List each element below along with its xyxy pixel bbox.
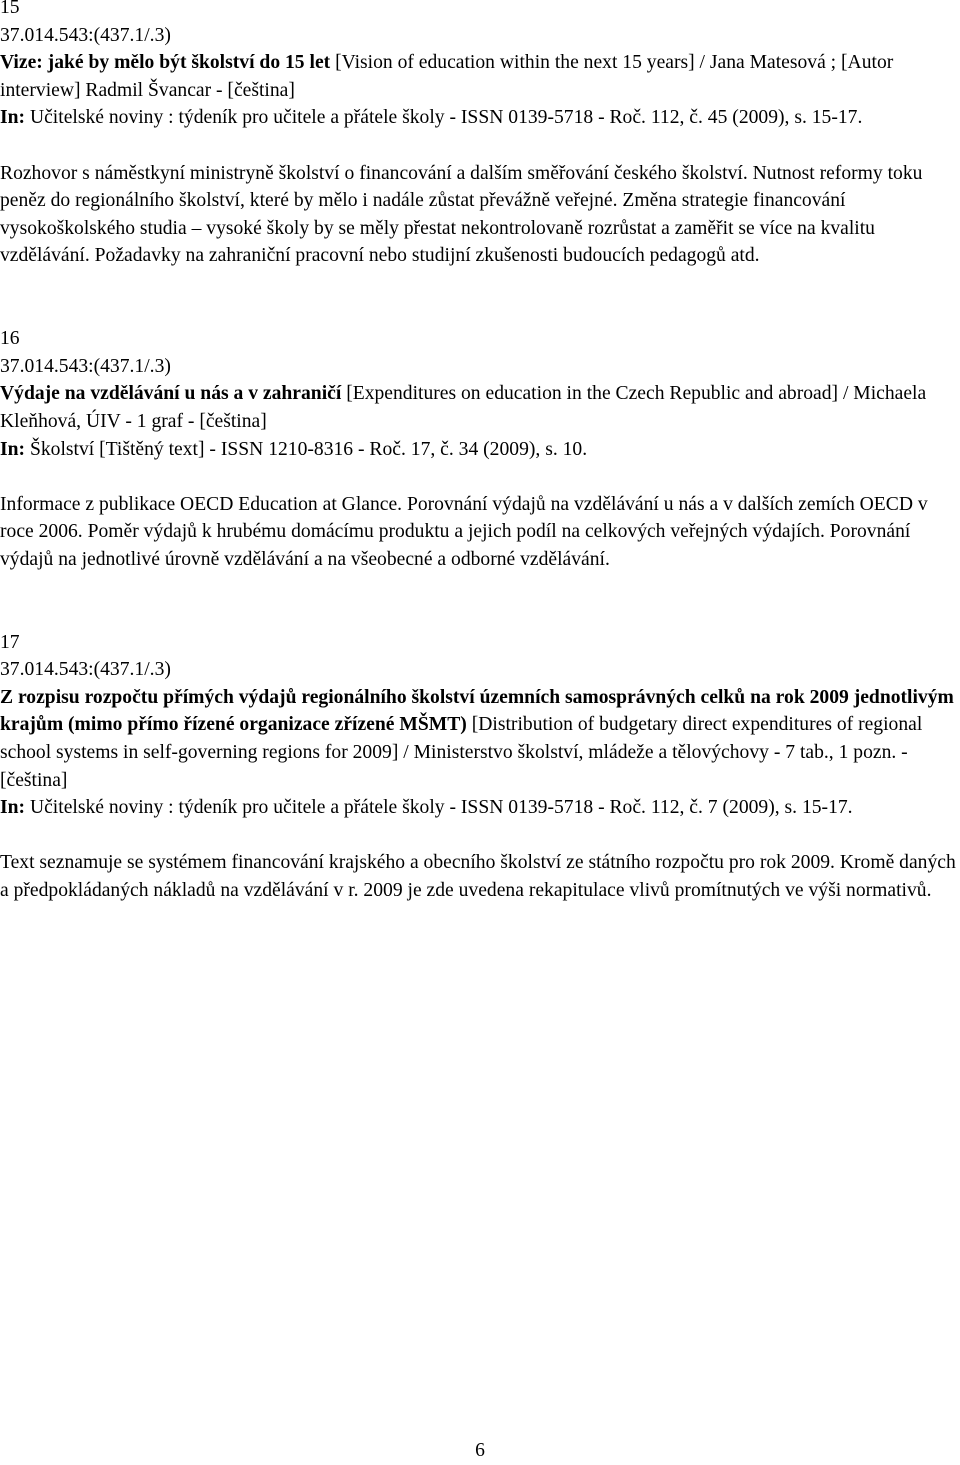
entry-classification-code: 37.014.543:(437.1/.3): [0, 659, 171, 681]
entry-classification-code: 37.014.543:(437.1/.3): [0, 355, 171, 377]
entry-source: Učitelské noviny : týdeník pro učitele a přátele školy - ISSN 0139-5718 - Roč. 112, č. 7 (2009), s. 15-17.: [25, 797, 853, 819]
entry-number: 15: [0, 0, 20, 18]
entry-translation: [Vision of education within the next 15 years] / Jana Matesová ; [Autor interview] Radmil Švancar - [čeština]: [0, 52, 894, 101]
entry-source-label: In:: [0, 797, 26, 819]
entry-source-label: In:: [0, 438, 26, 460]
entry-source-label: In:: [0, 107, 26, 129]
entry-translation: [Distribution of budgetary direct expenditures of regional school systems in self-governing regions for 2009] / Ministerstvo školství, mládeže a tělovýchovy - 7 tab., 1 pozn. - [čeština]: [0, 714, 923, 791]
entry-citation: [0, 49, 960, 132]
entry-abstract: Informace z publikace OECD Education at Glance. Porovnání výdajů na vzdělávání u nás a v dalších zemích OECD v roce 2006. Poměr výdajů k hrubému domácímu produktu a jejich podíl na celkových veřejných výdajích. Porovnání výdajů na jednotlivé úrovně vzdělávání a na všeobecné a odborné vzdělávání.: [0, 493, 928, 570]
page-number: 6: [475, 1440, 485, 1461]
entry-title: Výdaje na vzdělávání u nás a v zahraničí: [0, 383, 342, 405]
bibliography-entry-15: [0, 0, 960, 270]
bibliography-entry-16: [0, 325, 960, 573]
entry-number: 17: [0, 631, 20, 653]
entry-classification-code: 37.014.543:(437.1/.3): [0, 24, 171, 46]
entry-title: Z rozpisu rozpočtu přímých výdajů regionálního školství územních samosprávných celků na rok 2009 jednotlivým krajům (mimo přímo řízené organizace zřízené MŠMT): [0, 686, 954, 736]
entry-abstract: Text seznamuje se systémem financování krajského a obecního školství ze státního rozpočtu pro rok 2009. Kromě daných a předpokládaných nákladů na vzdělávání v r. 2009 je zde uvedena rekapitulace vlivů promítnutých ve výši normativů.: [0, 852, 956, 901]
entry-citation: [0, 684, 960, 822]
entry-source: Školství [Tištěný text] - ISSN 1210-8316 - Roč. 17, č. 34 (2009), s. 10.: [25, 438, 588, 460]
entry-abstract: Rozhovor s náměstkyní ministryně školství o financování a dalším směřování českého školství. Nutnost reformy toku peněz do regionálního školství, které by mělo i nadále zůstat převážně veřejné. Změna strategie financování vysokoškolského studia – vysoké školy by se měly přestat nekontrolovaně rozrůstat a zaměřit se více na kvalitu vzdělávání. Požadavky na zahraniční pracovní nebo studijní zkušenosti budoucích pedagogů atd.: [0, 162, 923, 267]
bibliography-entry-17: [0, 629, 960, 905]
entry-number: 16: [0, 328, 20, 350]
entry-translation: [Expenditures on education in the Czech Republic and abroad] / Michaela Kleňhová, ÚIV - 1 graf - [čeština]: [0, 383, 927, 432]
entry-source: Učitelské noviny : týdeník pro učitele a přátele školy - ISSN 0139-5718 - Roč. 112, č. 45 (2009), s. 15-17.: [25, 107, 863, 129]
entry-citation: [0, 380, 960, 463]
entry-title: Vize: jaké by mělo být školství do 15 let: [0, 52, 331, 74]
